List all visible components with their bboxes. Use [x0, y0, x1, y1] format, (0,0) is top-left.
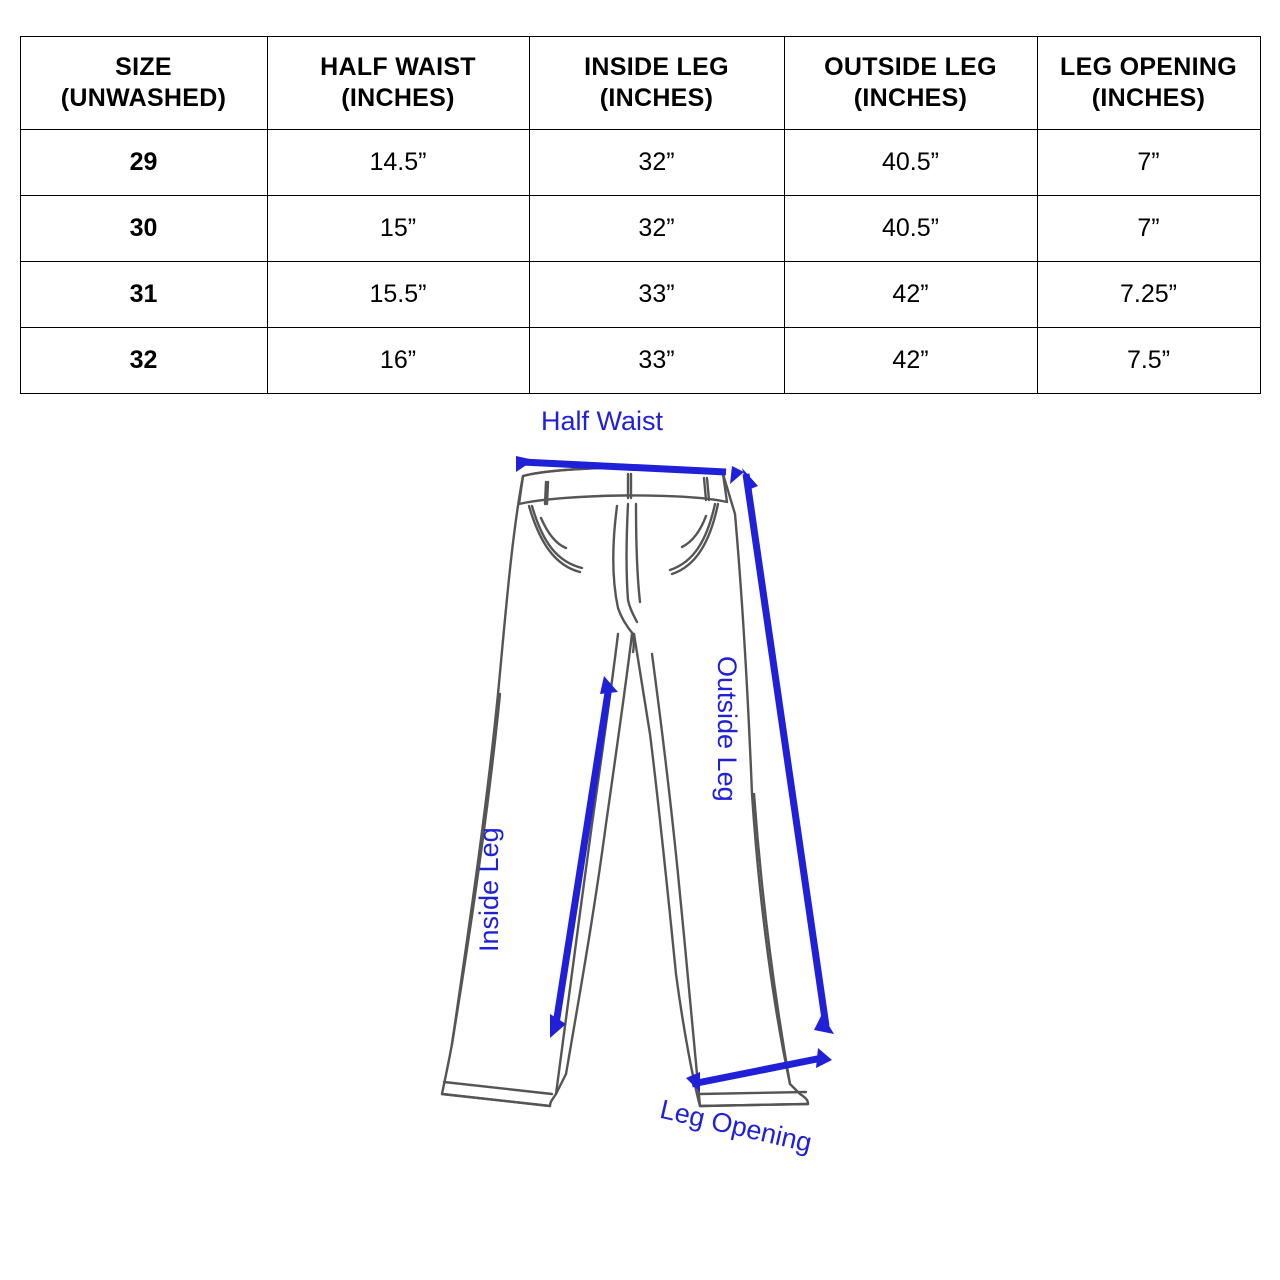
column-header-size: [20, 37, 267, 130]
size-chart-section: [0, 0, 1280, 394]
column-header-outside-leg-line2: (INCHES): [853, 84, 968, 112]
cell-outside-leg: 40.5”: [784, 196, 1037, 262]
cell-half-waist: 14.5”: [267, 130, 529, 196]
column-header-outside-leg: [784, 37, 1037, 130]
column-header-size-line1: SIZE: [115, 52, 172, 81]
measurement-diagram: [0, 394, 1280, 1244]
cell-inside-leg: 33”: [529, 262, 784, 328]
column-header-leg-opening-line1: LEG OPENING: [1060, 52, 1237, 81]
cell-size: 29: [20, 130, 267, 196]
column-header-inside-leg-line1: INSIDE LEG: [584, 52, 729, 81]
table-row: [20, 328, 1260, 394]
outside-leg-line: [746, 474, 826, 1026]
label-outside-leg: Outside Leg: [712, 656, 742, 802]
label-half-waist: Half Waist: [541, 406, 664, 436]
column-header-size-line2: (UNWASHED): [60, 84, 227, 112]
cell-half-waist: 16”: [267, 328, 529, 394]
column-header-half-waist-line1: HALF WAIST: [320, 52, 476, 81]
cell-leg-opening: 7.5”: [1037, 328, 1260, 394]
column-header-inside-leg-line2: (INCHES): [599, 84, 714, 112]
table-row: [20, 262, 1260, 328]
leg-opening-line: [692, 1058, 822, 1084]
cell-outside-leg: 42”: [784, 262, 1037, 328]
cell-leg-opening: 7”: [1037, 130, 1260, 196]
cell-half-waist: 15”: [267, 196, 529, 262]
label-leg-opening: Leg Opening: [657, 1094, 815, 1159]
cell-outside-leg: 42”: [784, 328, 1037, 394]
cell-leg-opening: 7.25”: [1037, 262, 1260, 328]
column-header-half-waist: [267, 37, 529, 130]
cell-outside-leg: 40.5”: [784, 130, 1037, 196]
column-header-half-waist-line2: (INCHES): [341, 84, 455, 112]
cell-half-waist: 15.5”: [267, 262, 529, 328]
column-header-inside-leg: [529, 37, 784, 130]
table-row: [20, 130, 1260, 196]
table-body: [20, 130, 1260, 394]
cell-size: 31: [20, 262, 267, 328]
column-header-leg-opening: [1037, 37, 1260, 130]
measurement-lines: [522, 462, 826, 1084]
table-header-row: [20, 37, 1260, 130]
jeans-outline-icon: [442, 467, 808, 1106]
column-header-leg-opening-line2: (INCHES): [1091, 84, 1206, 112]
cell-inside-leg: 33”: [529, 328, 784, 394]
jeans-illustration: [0, 394, 1280, 1244]
cell-inside-leg: 32”: [529, 130, 784, 196]
table-row: [20, 196, 1260, 262]
cell-size: 32: [20, 328, 267, 394]
label-inside-leg: Inside Leg: [474, 827, 504, 952]
table-header: [20, 37, 1260, 130]
column-header-outside-leg-line1: OUTSIDE LEG: [824, 52, 997, 81]
cell-leg-opening: 7”: [1037, 196, 1260, 262]
cell-inside-leg: 32”: [529, 196, 784, 262]
cell-size: 30: [20, 196, 267, 262]
size-chart-table: [20, 36, 1261, 394]
